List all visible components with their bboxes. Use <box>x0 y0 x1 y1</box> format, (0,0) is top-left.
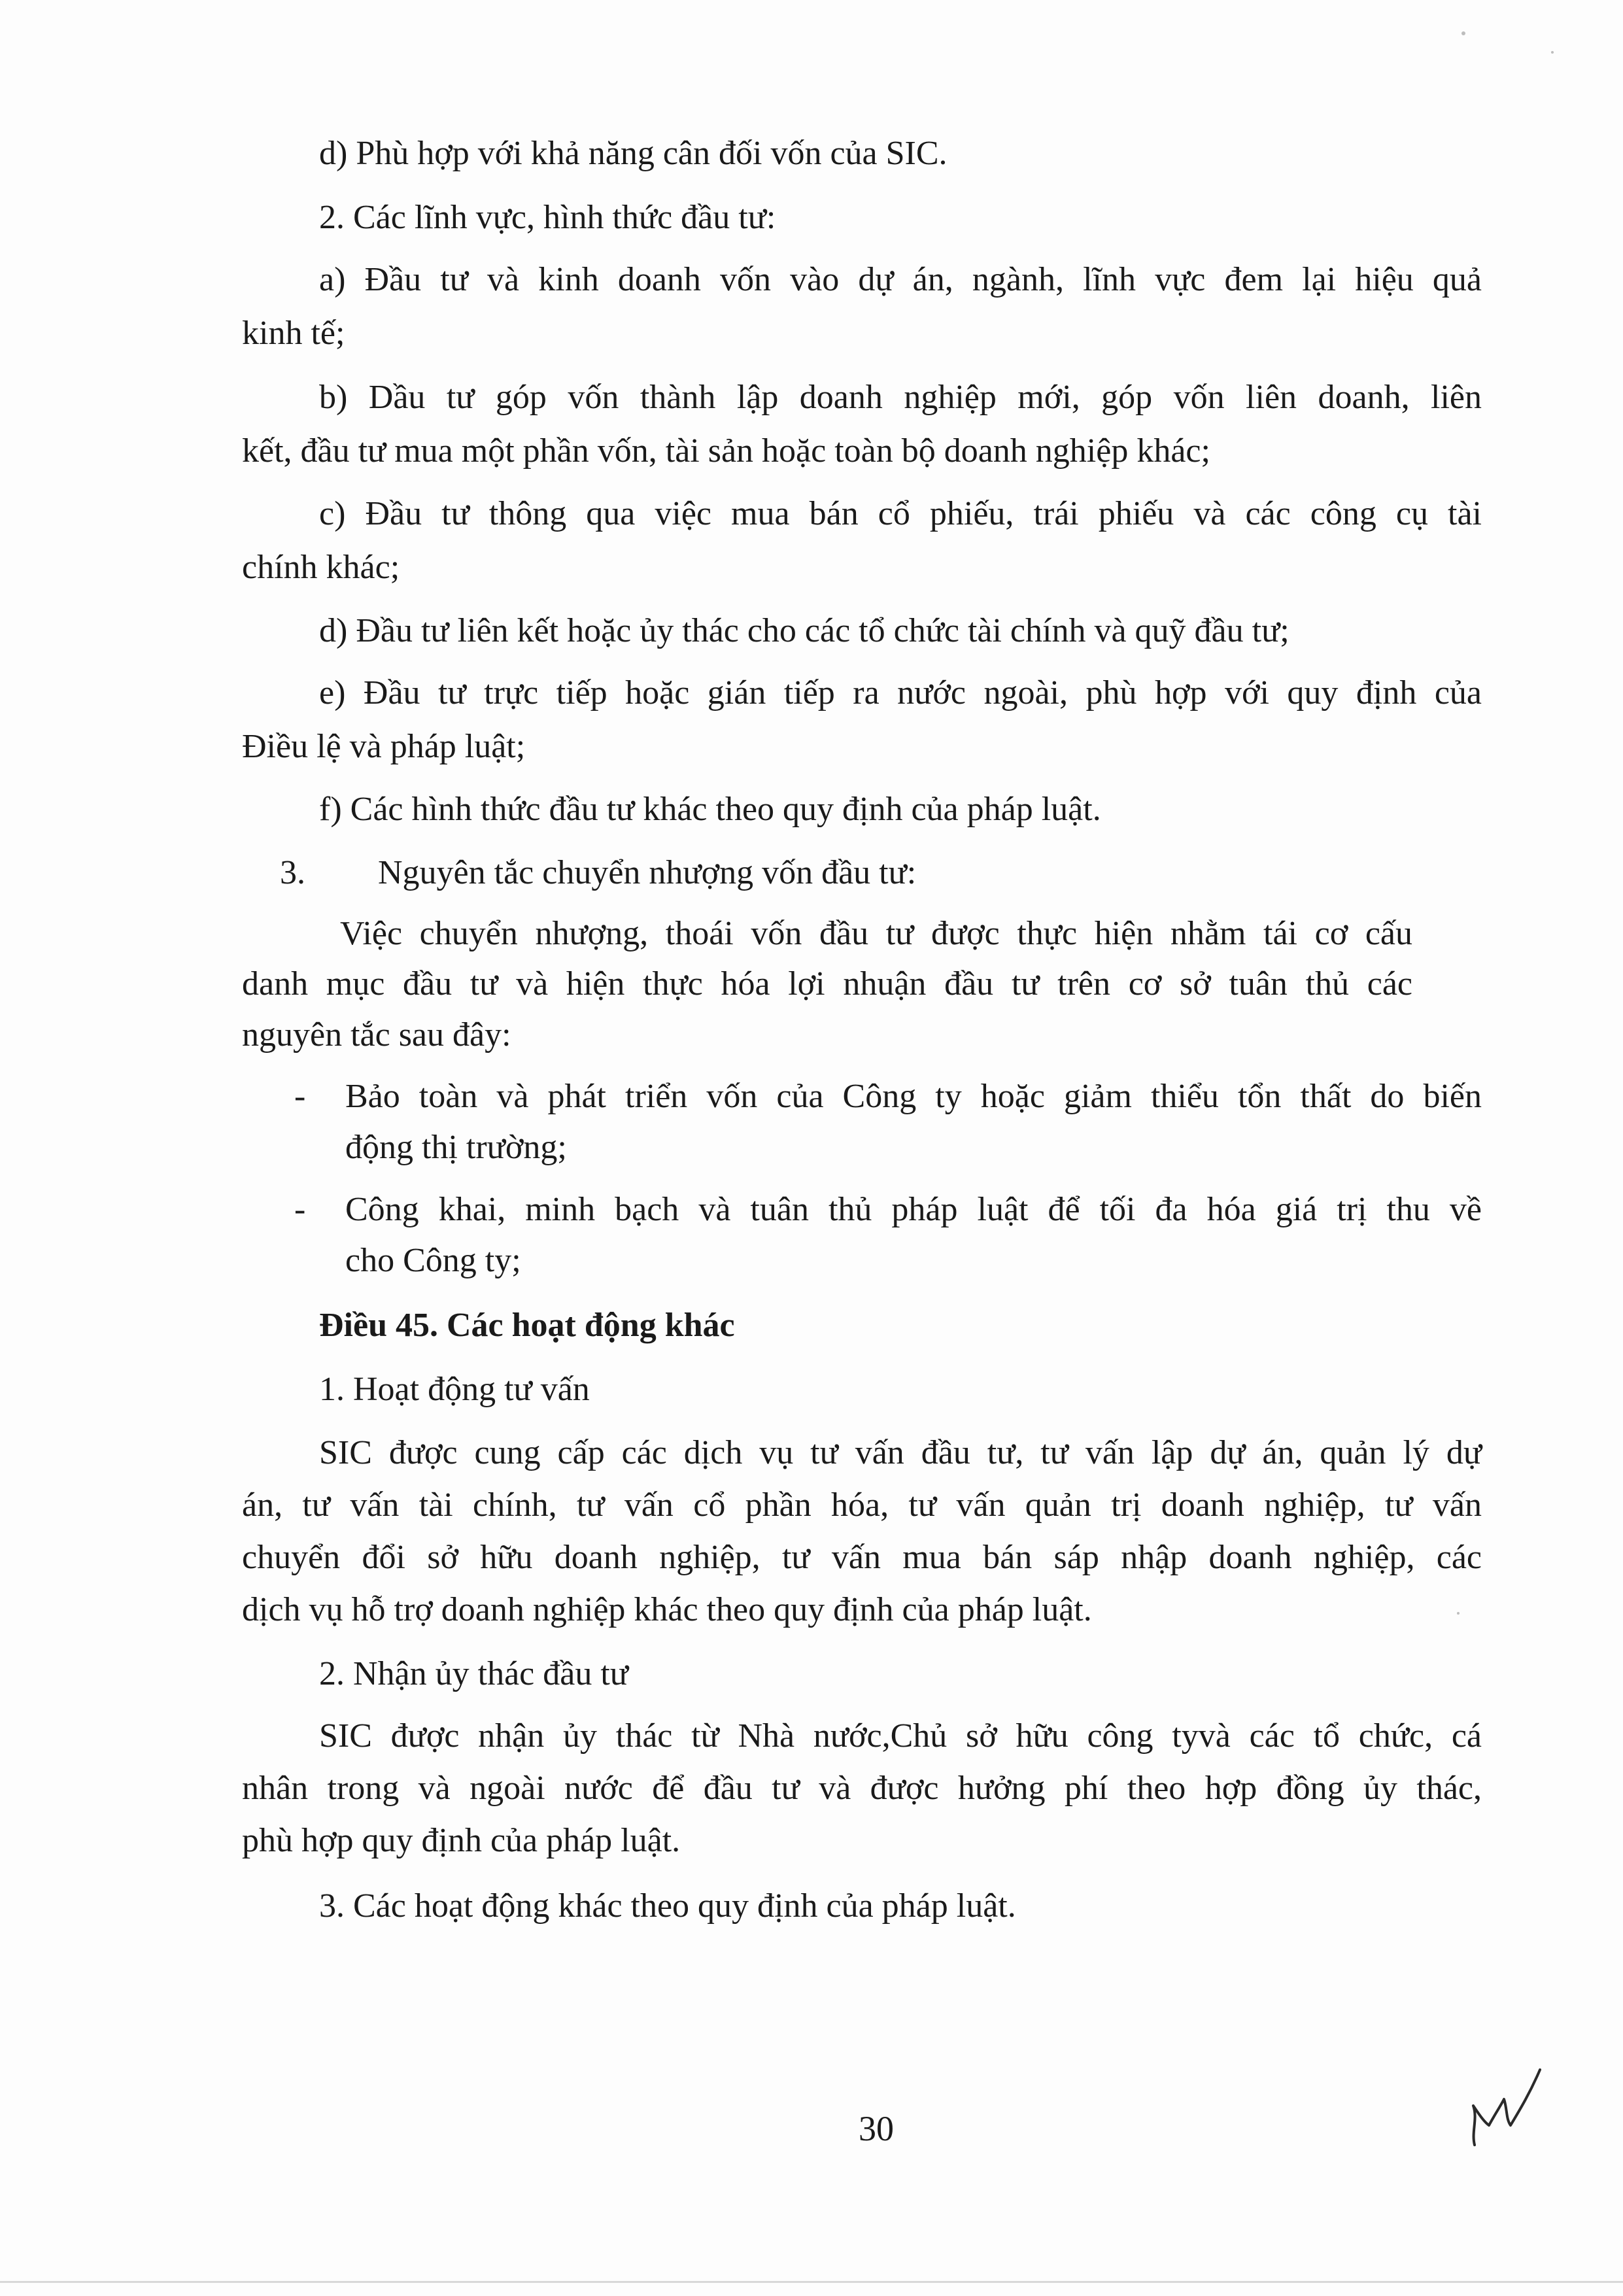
text-line: Bảo toàn và phát triển vốn của Công ty hoặc giảm thiểu tổn thất do biến <box>345 1078 1482 1115</box>
text-line: chuyển đổi sở hữu doanh nghiệp, tư vấn mua bán sáp nhập doanh nghiệp, các <box>242 1539 1482 1576</box>
bullet-dash: - <box>294 1191 306 1228</box>
text-line: Việc chuyển nhượng, thoái vốn đầu tư được thực hiện nhằm tái cơ cấu <box>340 915 1412 952</box>
text-line: 3. Các hoạt động khác theo quy định của pháp luật. <box>319 1887 1016 1925</box>
bullet-dash: - <box>294 1078 306 1115</box>
list-number: 3. <box>280 854 305 891</box>
text-line: Nguyên tắc chuyển nhượng vốn đầu tư: <box>378 854 917 891</box>
text-line: e) Đầu tư trực tiếp hoặc gián tiếp ra nước ngoài, phù hợp với quy định của <box>319 674 1482 711</box>
text-line: d) Đầu tư liên kết hoặc ủy thác cho các tổ chức tài chính và quỹ đầu tư; <box>319 612 1290 649</box>
text-line: kết, đầu tư mua một phần vốn, tài sản hoặc toàn bộ doanh nghiệp khác; <box>242 432 1210 470</box>
text-line: nhân trong và ngoài nước để đầu tư và được hưởng phí theo hợp đồng ủy thác, <box>242 1770 1482 1807</box>
text-line: nguyên tắc sau đây: <box>242 1016 511 1054</box>
text-line: 1. Hoạt động tư vấn <box>319 1371 590 1408</box>
text-line: Công khai, minh bạch và tuân thủ pháp luật để tối đa hóa giá trị thu về <box>345 1191 1482 1228</box>
text-line: kinh tế; <box>242 315 345 352</box>
text-line: phù hợp quy định của pháp luật. <box>242 1822 681 1859</box>
text-line: a) Đầu tư và kinh doanh vốn vào dự án, ngành, lĩnh vực đem lại hiệu quả <box>319 261 1482 298</box>
text-line: f) Các hình thức đầu tư khác theo quy định của pháp luật. <box>319 791 1101 828</box>
page-number: 30 <box>859 2109 894 2148</box>
text-line: 2. Nhận ủy thác đầu tư <box>319 1655 628 1692</box>
text-line: c) Đầu tư thông qua việc mua bán cổ phiếu, trái phiếu và các công cụ tài <box>319 495 1482 532</box>
scan-speck <box>1461 31 1465 35</box>
text-line: cho Công ty; <box>345 1242 521 1279</box>
text-line: Điều lệ và pháp luật; <box>242 728 526 765</box>
scan-speck <box>1457 1612 1460 1615</box>
scan-edge-line <box>0 2281 1623 2283</box>
text-line: án, tư vấn tài chính, tư vấn cổ phần hóa, tư vấn quản trị doanh nghiệp, tư vấn <box>242 1486 1482 1524</box>
text-line: dịch vụ hỗ trợ doanh nghiệp khác theo quy định của pháp luật. <box>242 1591 1092 1628</box>
initials-signature <box>1448 2053 1546 2158</box>
text-line: danh mục đầu tư và hiện thực hóa lợi nhuận đầu tư trên cơ sở tuân thủ các <box>242 965 1412 1002</box>
text-line: chính khác; <box>242 549 400 586</box>
text-line: động thị trường; <box>345 1129 567 1166</box>
scan-speck <box>1551 51 1554 54</box>
text-line: 2. Các lĩnh vực, hình thức đầu tư: <box>319 199 776 236</box>
text-line: SIC được nhận ủy thác từ Nhà nước,Chủ sở hữu công tyvà các tổ chức, cá <box>319 1717 1482 1755</box>
article-heading: Điều 45. Các hoạt động khác <box>319 1307 735 1344</box>
text-line: SIC được cung cấp các dịch vụ tư vấn đầu tư, tư vấn lập dự án, quản lý dự <box>319 1434 1482 1471</box>
text-line: b) Dầu tư góp vốn thành lập doanh nghiệp mới, góp vốn liên doanh, liên <box>319 379 1482 416</box>
text-line: d) Phù hợp với khả năng cân đối vốn của SIC. <box>319 135 948 172</box>
